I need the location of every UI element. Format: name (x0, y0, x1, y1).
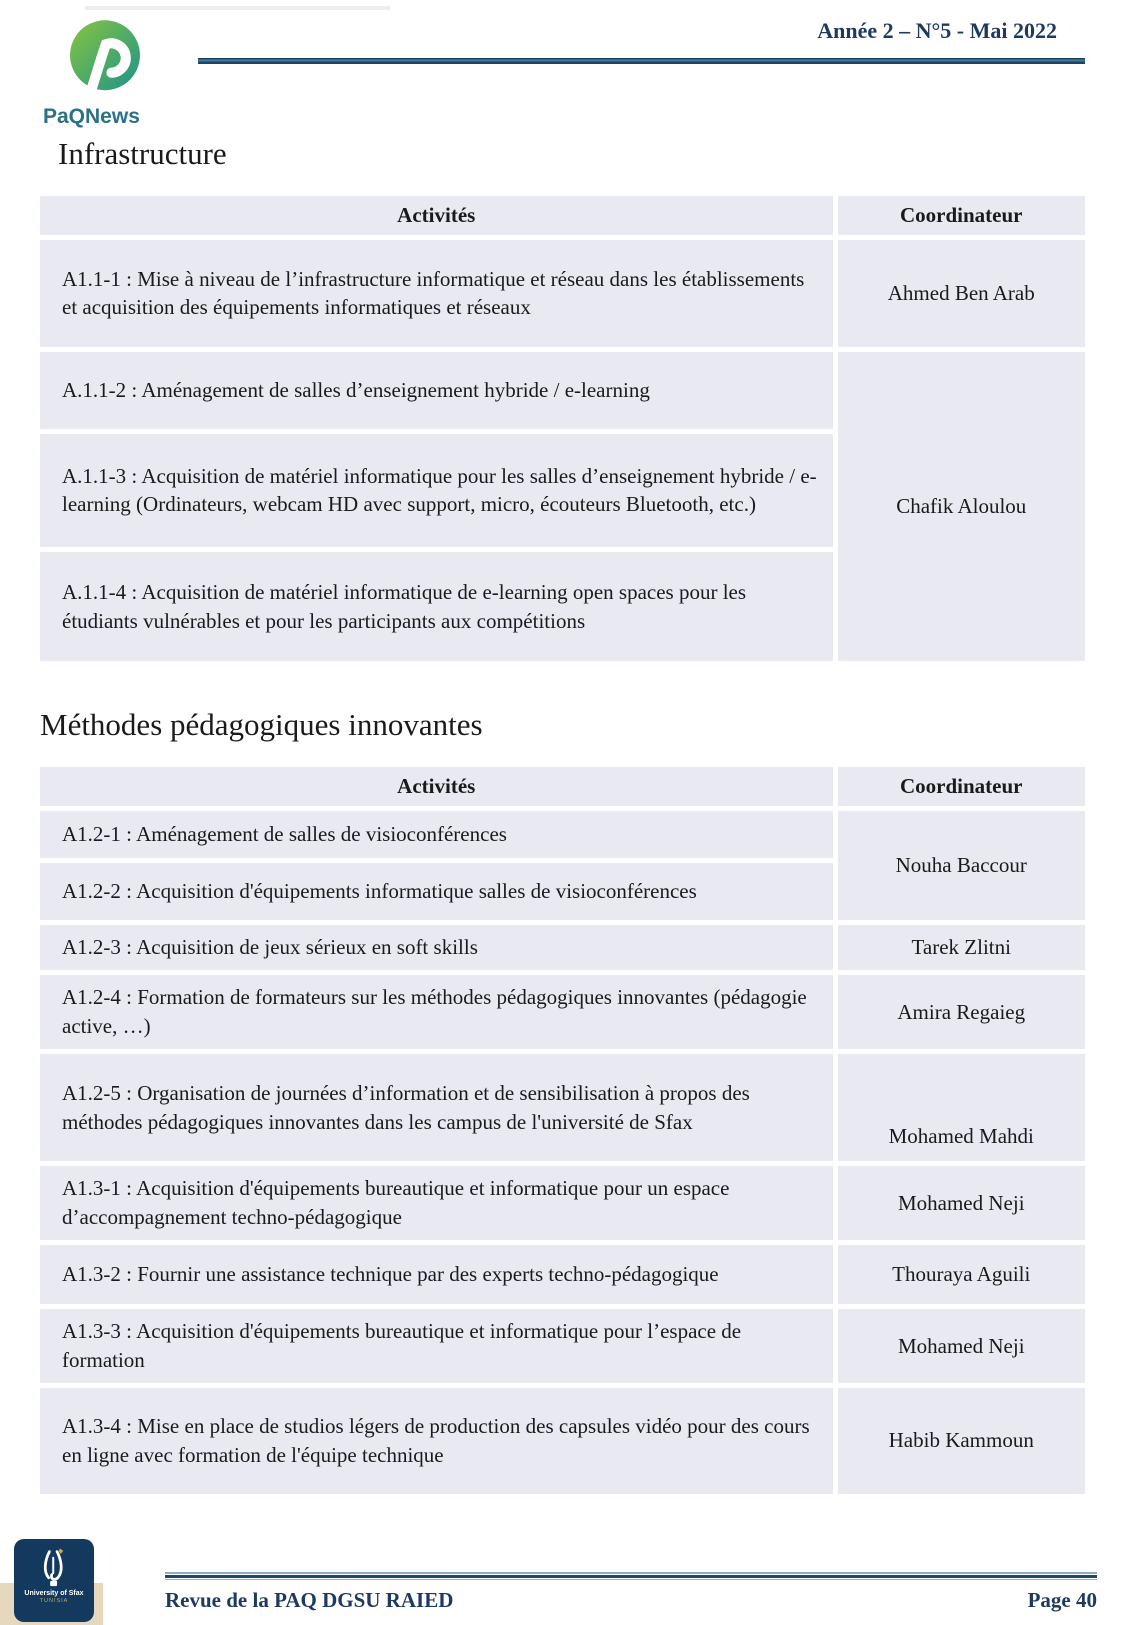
table-row (40, 1307, 1085, 1386)
activity-cell: A1.2-3 : Acquisition de jeux sérieux en soft skills (40, 923, 835, 973)
column-header-coordinator: Coordinateur (835, 767, 1085, 808)
footer-rule (165, 1572, 1097, 1580)
column-header-coordinator: Coordinateur (835, 196, 1085, 237)
coordinator-cell: Mohamed Neji (835, 1164, 1085, 1243)
page-footer (0, 1525, 1125, 1625)
header-rule (198, 58, 1085, 64)
paqnews-logo-icon (58, 12, 152, 104)
table-row (40, 923, 1085, 973)
brand-name: PaQNews (43, 105, 140, 128)
table-row (40, 1164, 1085, 1243)
column-header-activities: Activités (40, 196, 835, 237)
coordinator-cell: Mohamed Mahdi (835, 1052, 1085, 1164)
activity-cell: A1.1-1 : Mise à niveau de l’infrastructure informatique et réseau dans les établissements et acquisition des équipements informatiques et réseaux (40, 237, 835, 349)
table-header-row (40, 196, 1085, 237)
column-header-activities: Activités (40, 767, 835, 808)
methods-table (40, 767, 1085, 1493)
table-row (40, 1243, 1085, 1307)
activity-cell: A.1.1-3 : Acquisition de matériel informatique pour les salles d’enseignement hybride / e-learning (Ordinateurs, webcam HD avec support, micro, écouteurs Bluetooth, etc.) (40, 431, 835, 549)
activity-cell: A1.3-3 : Acquisition d'équipements bureautique et informatique pour l’espace de formation (40, 1307, 835, 1386)
university-logo (14, 1539, 94, 1622)
activity-cell: A1.3-4 : Mise en place de studios légers de production des capsules vidéo pour des cours en ligne avec formation de l'équipe technique (40, 1386, 835, 1494)
table-header-row (40, 767, 1085, 808)
activity-cell: A1.2-1 : Aménagement de salles de visioconférences (40, 809, 835, 861)
activity-cell: A1.3-1 : Acquisition d'équipements bureautique et informatique pour un espace d’accompagnement techno-pédagogique (40, 1164, 835, 1243)
activity-cell: A.1.1-4 : Acquisition de matériel informatique de e-learning open spaces pour les étudiants vulnérables et pour les participants aux compétitions (40, 549, 835, 661)
faint-top-line (85, 6, 390, 10)
table-row (40, 1386, 1085, 1494)
coordinator-cell: Thouraya Aguili (835, 1243, 1085, 1307)
table-row (40, 1052, 1085, 1164)
table-row (40, 237, 1085, 349)
coordinator-cell: Ahmed Ben Arab (835, 237, 1085, 349)
section-title-infrastructure: Infrastructure (58, 136, 227, 171)
university-country: TUNISIA (39, 1598, 69, 1604)
footer-right (165, 1572, 1097, 1613)
infrastructure-table (40, 196, 1085, 661)
table-row (40, 809, 1085, 861)
coordinator-cell: Habib Kammoun (835, 1386, 1085, 1494)
table-row (40, 349, 1085, 431)
activity-cell: A1.2-5 : Organisation de journées d’information et de sensibilisation à propos des méthodes pédagogiques innovantes dans les campus de l'université de Sfax (40, 1052, 835, 1164)
coordinator-cell: Chafik Aloulou (835, 349, 1085, 661)
page-header (0, 0, 1125, 128)
table-row (40, 973, 1085, 1052)
activity-cell: A1.2-2 : Acquisition d'équipements informatique salles de visioconférences (40, 861, 835, 923)
paqnews-brand (40, 12, 170, 129)
coordinator-cell: Amira Regaieg (835, 973, 1085, 1052)
university-name: University of Sfax (24, 1590, 84, 1597)
coordinator-cell: Tarek Zlitni (835, 923, 1085, 973)
journal-title: Revue de la PAQ DGSU RAIED (165, 1588, 454, 1612)
activity-cell: A1.3-2 : Fournir une assistance technique par des experts techno-pédagogique (40, 1243, 835, 1307)
coordinator-cell: Mohamed Neji (835, 1307, 1085, 1386)
issue-label: Année 2 – N°5 - Mai 2022 (817, 18, 1057, 43)
section-title-methods: Méthodes pédagogiques innovantes (40, 707, 483, 743)
page-number: Page 40 (1027, 1588, 1097, 1612)
coordinator-cell: Nouha Baccour (835, 809, 1085, 923)
university-emblem-icon (31, 1545, 77, 1589)
activity-cell: A1.2-4 : Formation de formateurs sur les méthodes pédagogiques innovantes (pédagogie active, …) (40, 973, 835, 1052)
activity-cell: A.1.1-2 : Aménagement de salles d’enseignement hybride / e-learning (40, 349, 835, 431)
